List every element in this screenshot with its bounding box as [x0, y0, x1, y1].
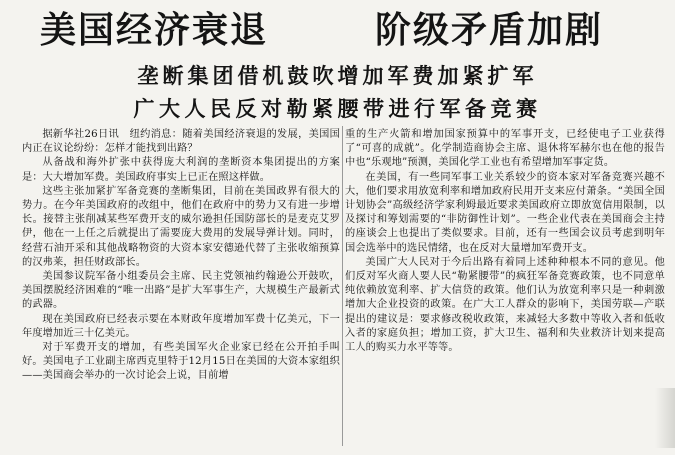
subheadline-2: 广大人民反对勒紧腰带进行军备竞赛 — [133, 97, 542, 121]
paragraph: 在美国，有一些同军事工业关系较少的资本家对军备竞赛兴趣不大，他们要求用放宽利率和增加政府民用开支来应付萧条。“美国全国计划协会”高级经济学家利姆最近要求美国政府立即放宽信用限制，以及探讨和筹划需要的“非防御性计划”。一些企业代表在美国商会主持的座谈会上也提出了类似要求。目前，还有一些国会议员考虑到明年国会选举中的选民情绪，也在反对大量增加军费开支。 — [345, 171, 665, 254]
headline-right: 阶级矛盾加剧 — [375, 10, 604, 51]
paragraph: 对于军费开支的增加，有些美国军火企业家已经在公开拍手叫好。美国电子工业副主席西克里特于12月15日在美国的大资本家组织——美国商会举办的一次讨论会上说，目前增 — [22, 342, 340, 382]
article-column-right — [345, 128, 665, 355]
paragraph: 这些主张加紧扩军备竞赛的垄断集团，目前在美国政界有很大的势力。在今年美国政府的改组中，他们在政府中的势力又有进一步增长。接替主张削减某些军费开支的威尔逊担任国防部长的是麦克艾罗伊，他在一上任之后就提出了需要庞大费用的发展导弹计划。同时，经营石油开采和其他战略物资的大资本家安德逊代替了主张收缩预算的汉弗莱，担任财政部长。 — [22, 185, 340, 268]
headline-left: 美国经济衰退 — [40, 10, 269, 51]
paragraph: 从备战和海外扩张中获得庞大利润的垄断资本集团提出的方案是：大大增加军费。美国政府事实上已正在照这样做。 — [22, 157, 340, 183]
page-fold-shadow — [655, 388, 675, 448]
paragraph: 据新华社26日讯 纽约消息：随着美国经济衰退的发展，美国国内正在议论纷纷：怎样才能找到出路？ — [22, 129, 340, 155]
paragraph: 美国参议院军备小组委员会主席、民主党领袖约翰逊公开鼓吹，美国摆脱经济困难的“唯一出路”是扩大军事生产，大规模生产最新式的武器。 — [22, 271, 340, 311]
paragraph: 现在美国政府已经表示要在本财政年度增加军费十亿美元，下一年度增加近三十亿美元。 — [22, 313, 340, 339]
paragraph: 重的生产火箭和增加国家预算中的军事开支，已经使电子工业获得了“可喜的成就”。化学制造商协会主席、退休将军赫尔也在他的报告中也“乐观地”预测，美国化学工业也有希望增加军事定货。 — [345, 129, 665, 169]
headline — [0, 6, 675, 56]
paragraph: 美国广大人民对于今后出路有着同上述种种根本不同的意见。他们反对军火商人要人民“勒紧腰带”的疯狂军备竞赛政策，也不同意单纯依赖放宽利率、扩大信贷的政策。他们认为放宽利率只是一种刺激增加大企业投资的政策。在广大工人群众的影响下，美国劳联—产联提出的建议是：要求修改税收政策，来减轻大多数中等收入者和低收入者的家庭负担；增加工资，扩大卫生、福利和失业救济计划来提高工人的购买力水平等等。 — [345, 256, 665, 354]
subheadline-1: 垄断集团借机鼓吹增加军费加紧扩军 — [137, 64, 538, 88]
article-column-left — [22, 128, 340, 384]
column-divider — [342, 126, 343, 446]
